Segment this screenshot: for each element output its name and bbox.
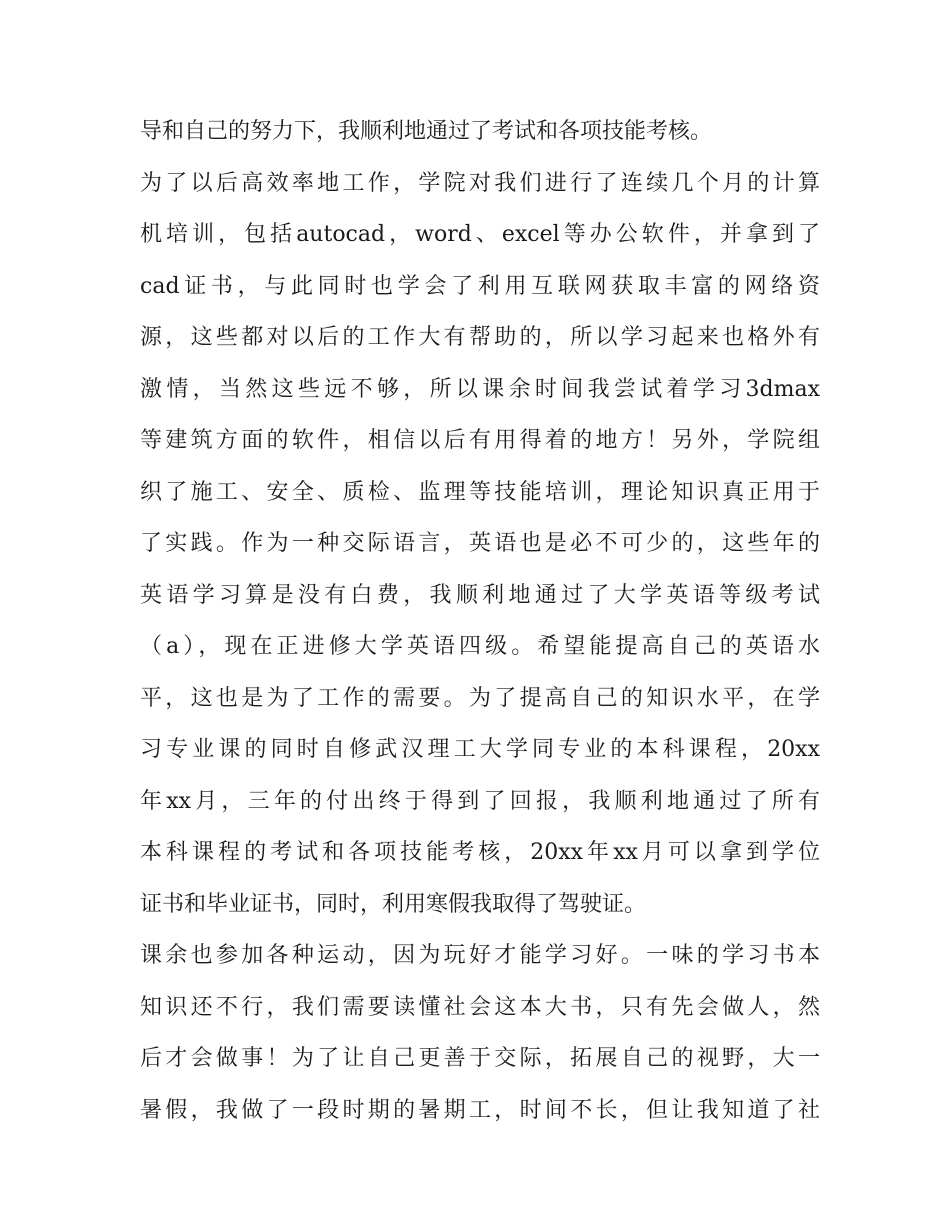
text-line: 习专业课的同时自修武汉理工大学同专业的本科课程，20xx xyxy=(140,737,820,762)
text-line: （a），现在正进修大学英语四级。希望能提高自己的英语水 xyxy=(140,634,820,659)
text-line: 等建筑方面的软件，相信以后有用得着的地方！另外，学院组 xyxy=(140,428,820,453)
text-line: 导和自己的努力下，我顺利地通过了考试和各项技能考核。 xyxy=(140,119,713,144)
text-line: 证书和毕业证书，同时，利用寒假我取得了驾驶证。 xyxy=(140,891,647,917)
text-line: 知识还不行，我们需要读懂社会这本大书，只有先会做人，然 xyxy=(140,994,820,1020)
text-line: 机培训，包括autocad，word、excel等办公软件，并拿到了 xyxy=(140,222,820,247)
text-line: 英语学习算是没有白费，我顺利地通过了大学英语等级考试 xyxy=(140,582,820,608)
text-line: 暑假，我做了一段时期的暑期工，时间不长，但让我知道了社 xyxy=(140,1097,820,1123)
text-line: 课余也参加各种运动，因为玩好才能学习好。一味的学习书本 xyxy=(140,943,820,968)
text-line: 源，这些都对以后的工作大有帮助的，所以学习起来也格外有 xyxy=(140,325,820,350)
text-line: 了实践。作为一种交际语言，英语也是必不可少的，这些年的 xyxy=(140,531,820,556)
text-line: 平，这也是为了工作的需要。为了提高自己的知识水平，在学 xyxy=(140,685,820,711)
body-text xyxy=(140,106,820,1136)
text-line: cad证书，与此同时也学会了利用互联网获取丰富的网络资 xyxy=(140,273,820,299)
text-line: 激情，当然这些远不够，所以课余时间我尝试着学习3dmax xyxy=(140,376,820,402)
text-line: 后才会做事！为了让自己更善于交际，拓展自己的视野，大一 xyxy=(140,1046,820,1071)
text-line: 为了以后高效率地工作，学院对我们进行了连续几个月的计算 xyxy=(140,170,820,196)
text-line: 年xx月，三年的付出终于得到了回报，我顺利地通过了所有 xyxy=(140,788,820,814)
text-line: 织了施工、安全、质检、监理等技能培训，理论知识真正用于 xyxy=(140,479,820,505)
text-line: 本科课程的考试和各项技能考核，20xx年xx月可以拿到学位 xyxy=(140,840,820,865)
